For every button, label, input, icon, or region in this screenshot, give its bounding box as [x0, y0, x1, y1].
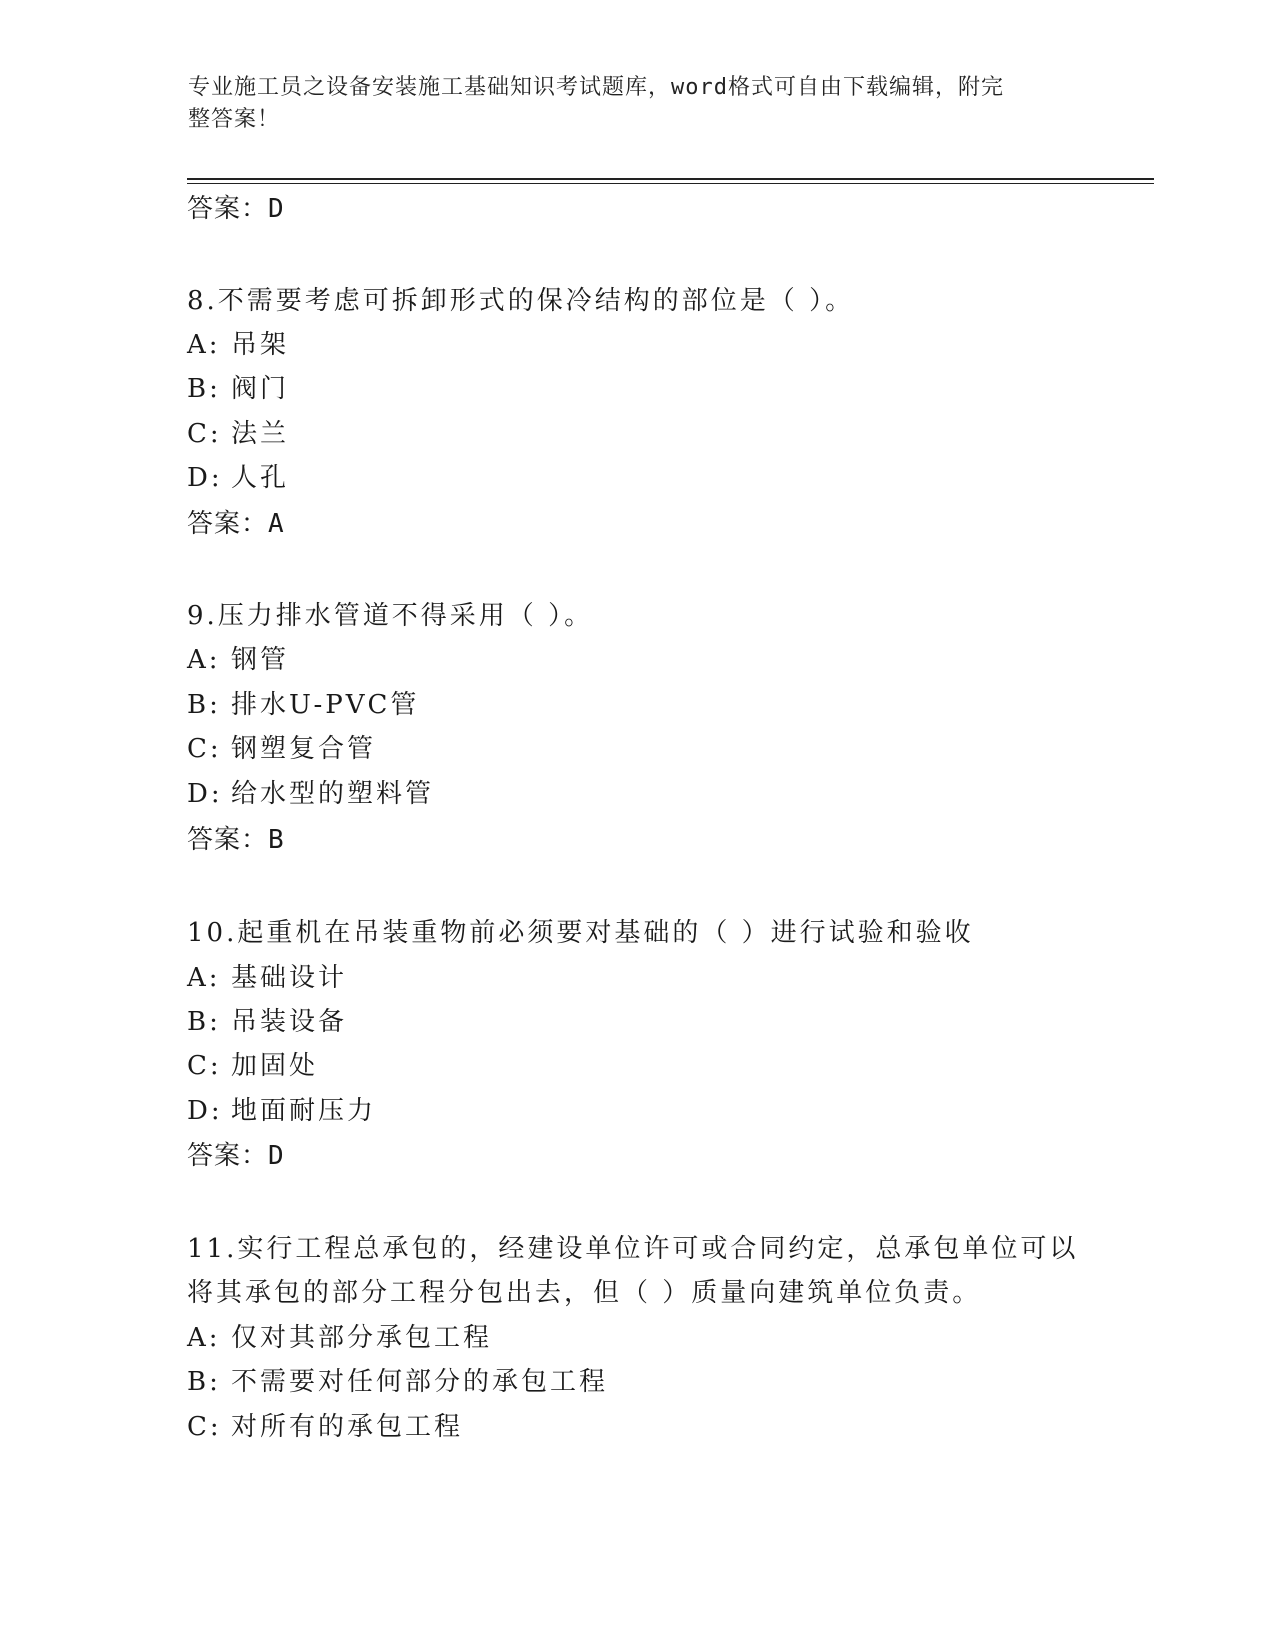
- question-8-stem: 8.不需要考虑可拆卸形式的保冷结构的部位是（ ）。: [187, 286, 855, 316]
- option-key: B:: [187, 1007, 221, 1037]
- option-text: 不需要对任何部分的承包工程: [231, 1367, 609, 1397]
- answer-q8: 答案：A: [187, 509, 285, 539]
- question-9-stem: 9.压力排水管道不得采用（ ）。: [187, 601, 594, 631]
- answer-q9: 答案：B: [187, 825, 285, 855]
- question-10-option-a: [187, 962, 347, 994]
- answer-q10: 答案：D: [187, 1141, 285, 1171]
- question-10-option-b: [187, 1006, 347, 1038]
- question-8-option-c: [187, 418, 289, 450]
- answer-q7: 答案：D: [187, 194, 285, 224]
- question-8-option-a: [187, 329, 289, 361]
- question-11-option-c: [187, 1411, 463, 1443]
- option-text: 给水型的塑料管: [231, 779, 435, 809]
- option-text: 加固处: [231, 1051, 319, 1081]
- question-11-stem-line-1: 11.实行工程总承包的，经建设单位许可或合同约定，总承包单位可以: [187, 1234, 1079, 1264]
- question-9-option-b: [187, 689, 419, 721]
- question-9-option-d: [187, 778, 434, 810]
- option-text: 对所有的承包工程: [231, 1412, 464, 1442]
- option-text: 吊装设备: [231, 1007, 348, 1037]
- option-text: 基础设计: [231, 963, 348, 993]
- option-key: B:: [187, 690, 221, 720]
- option-key: A:: [187, 645, 221, 675]
- option-key: A:: [187, 1323, 221, 1353]
- option-key: C:: [187, 1412, 222, 1442]
- question-8-option-d: [187, 462, 289, 494]
- option-text: 钢管: [231, 645, 290, 675]
- question-10-stem: 10.起重机在吊装重物前必须要对基础的（ ）进行试验和验收: [187, 918, 974, 948]
- question-11-stem-line-2: 将其承包的部分工程分包出去，但（ ）质量向建筑单位负责。: [187, 1278, 982, 1308]
- option-key: A:: [187, 963, 221, 993]
- option-key: A:: [187, 330, 221, 360]
- option-key: C:: [187, 734, 222, 764]
- option-text: 阀门: [231, 374, 290, 404]
- question-9-option-c: [187, 733, 376, 765]
- option-text: 排水U-PVC管: [231, 690, 420, 720]
- option-text: 仅对其部分承包工程: [231, 1323, 493, 1353]
- option-key: D:: [187, 463, 223, 493]
- question-11-option-b: [187, 1366, 608, 1398]
- header-line-1: 专业施工员之设备安装施工基础知识考试题库，word格式可自由下载编辑，附完: [188, 75, 1004, 100]
- question-9-option-a: [187, 644, 289, 676]
- document-header: [188, 72, 1068, 136]
- option-key: C:: [187, 419, 222, 449]
- option-key: C:: [187, 1051, 222, 1081]
- header-divider: [187, 178, 1154, 184]
- question-10-option-c: [187, 1050, 318, 1082]
- question-11-option-a: [187, 1322, 492, 1354]
- option-key: B:: [187, 1367, 221, 1397]
- header-line-2: 整答案！: [188, 107, 281, 132]
- option-text: 人孔: [231, 463, 290, 493]
- question-10-option-d: [187, 1095, 376, 1127]
- option-key: D:: [187, 779, 223, 809]
- option-text: 地面耐压力: [231, 1096, 377, 1126]
- option-key: B:: [187, 374, 221, 404]
- option-text: 钢塑复合管: [231, 734, 377, 764]
- option-key: D:: [187, 1096, 223, 1126]
- question-8-option-b: [187, 373, 289, 405]
- option-text: 法兰: [231, 419, 290, 449]
- option-text: 吊架: [231, 330, 290, 360]
